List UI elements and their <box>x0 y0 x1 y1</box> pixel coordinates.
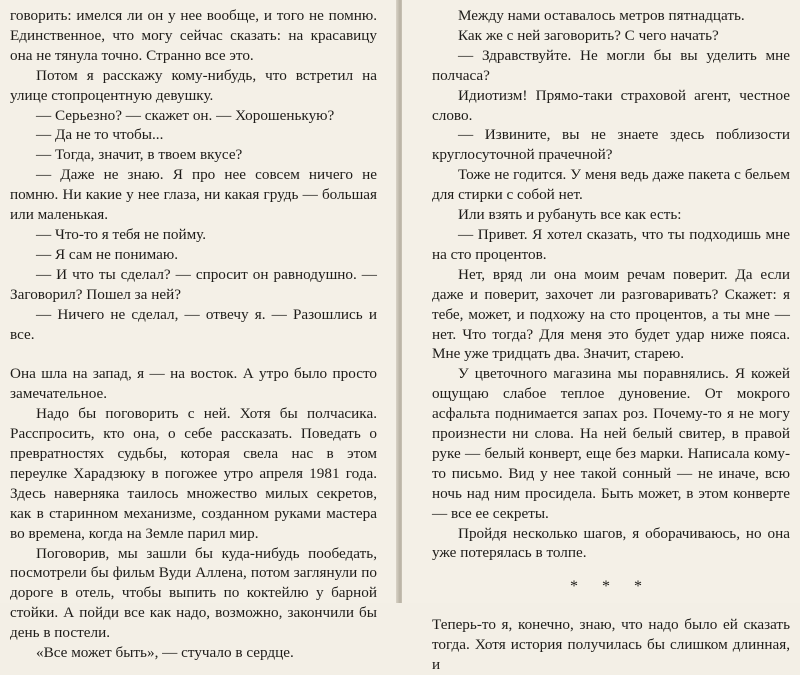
paragraph: — Тогда, значит, в твоем вкусе? <box>36 146 243 164</box>
right-page-text <box>432 6 790 675</box>
paragraph: Тоже не годится. У меня ведь даже пакета с бельем для стирки с собой нет. <box>432 166 790 204</box>
paragraph: «Все может быть», — стучало в сердце. <box>36 644 294 662</box>
paragraph: Теперь-то я, конечно, знаю, что надо было ей сказать тогда. Хотя история получилась бы слишком длинная, и <box>432 616 790 674</box>
right-page <box>402 0 800 674</box>
paragraph: Поговорив, мы зашли бы куда-нибудь пообедать, посмотрели бы фильм Вуди Аллена, потом заглянули по дороге в отель, чтобы выпить по коктейлю у барной стойки. А пойди все как надо, возможно, закончили бы день в постели. <box>10 544 377 642</box>
paragraph: Как же с ней заговорить? С чего начать? <box>458 26 719 44</box>
paragraph: — Даже не знаю. Я про нее совсем ничего не помню. Ни какие у нее глаза, ни какая грудь — большая или маленькая. <box>10 166 377 224</box>
paragraph: — И что ты сделал? — спросит он равнодушно. — Заговорил? Пошел за ней? <box>10 265 377 303</box>
paragraph: Между нами оставалось метров пятнадцать. <box>458 7 745 24</box>
section-gap <box>10 344 377 364</box>
paragraph: — Здравствуйте. Не могли бы вы уделить мне полчаса? <box>432 46 790 84</box>
paragraph: — Привет. Я хотел сказать, что ты подходишь мне на сто процентов. <box>432 225 790 263</box>
section-separator: * * * <box>570 578 652 596</box>
paragraph: Идиотизм! Прямо-таки страховой агент, честное слово. <box>432 86 790 124</box>
paragraph: говорить: имелся ли он у нее вообще, и того не помню. Единственное, что могу сейчас сказать: на красавицу она не тянула точно. Странно все это. <box>10 7 377 64</box>
left-page-text <box>10 6 377 663</box>
paragraph: — Я сам не понимаю. <box>36 245 179 263</box>
paragraph: Или взять и рубануть все как есть: <box>458 206 682 224</box>
paragraph: — Да не то чтобы... <box>36 126 164 144</box>
paragraph: — Серьезно? — скажет он. — Хорошенькую? <box>36 106 335 124</box>
paragraph: Пройдя несколько шагов, я оборачиваюсь, но она уже потерялась в толпе. <box>432 524 790 562</box>
left-page <box>0 0 398 662</box>
paragraph: — Ничего не сделал, — отвечу я. — Разошлись и все. <box>10 305 377 343</box>
paragraph: — Извините, вы не знаете здесь поблизости круглосуточной прачечной? <box>432 126 790 164</box>
paragraph: Надо бы поговорить с ней. Хотя бы полчасика. Расспросить, кто она, о себе рассказать. Поведать о превратностях судьбы, которая свела нас в этом переулке Харадзюку в погожее утро апреля 1981 года. Здесь наверняка таилось множество милых секретов, как в старинном механизме, созданном руками мастера во времена, когда на Земле парил мир. <box>10 405 377 542</box>
paragraph: — Что-то я тебя не пойму. <box>36 225 207 243</box>
paragraph: Она шла на запад, я — на восток. А утро было просто замечательное. <box>10 365 377 403</box>
paragraph: Нет, вряд ли она моим речам поверит. Да если даже и поверит, захочет ли разговаривать? Скажет: я тебе, может, и подхожу на сто процентов, а ты мне — нет. Что тогда? Для меня это будет удар ниже пояса. Мне уже тридцать два. Значит, старею. <box>432 265 790 363</box>
paragraph: У цветочного магазина мы поравнялись. Я кожей ощущаю слабое теплое дуновение. От мокрого асфальта поднимается запах роз. Почему-то я не могу произнести ни слова. На ней белый свитер, в правой руке — белый конверт, еще без марки. Написала кому-то письмо. Вид у нее такой сонный — не иначе, всю ночь над ним просидела. Быть может, в этом конверте — все ее секреты. <box>432 365 790 522</box>
paragraph: Потом я расскажу кому-нибудь, что встретил на улице стопроцентную девушку. <box>10 66 377 104</box>
